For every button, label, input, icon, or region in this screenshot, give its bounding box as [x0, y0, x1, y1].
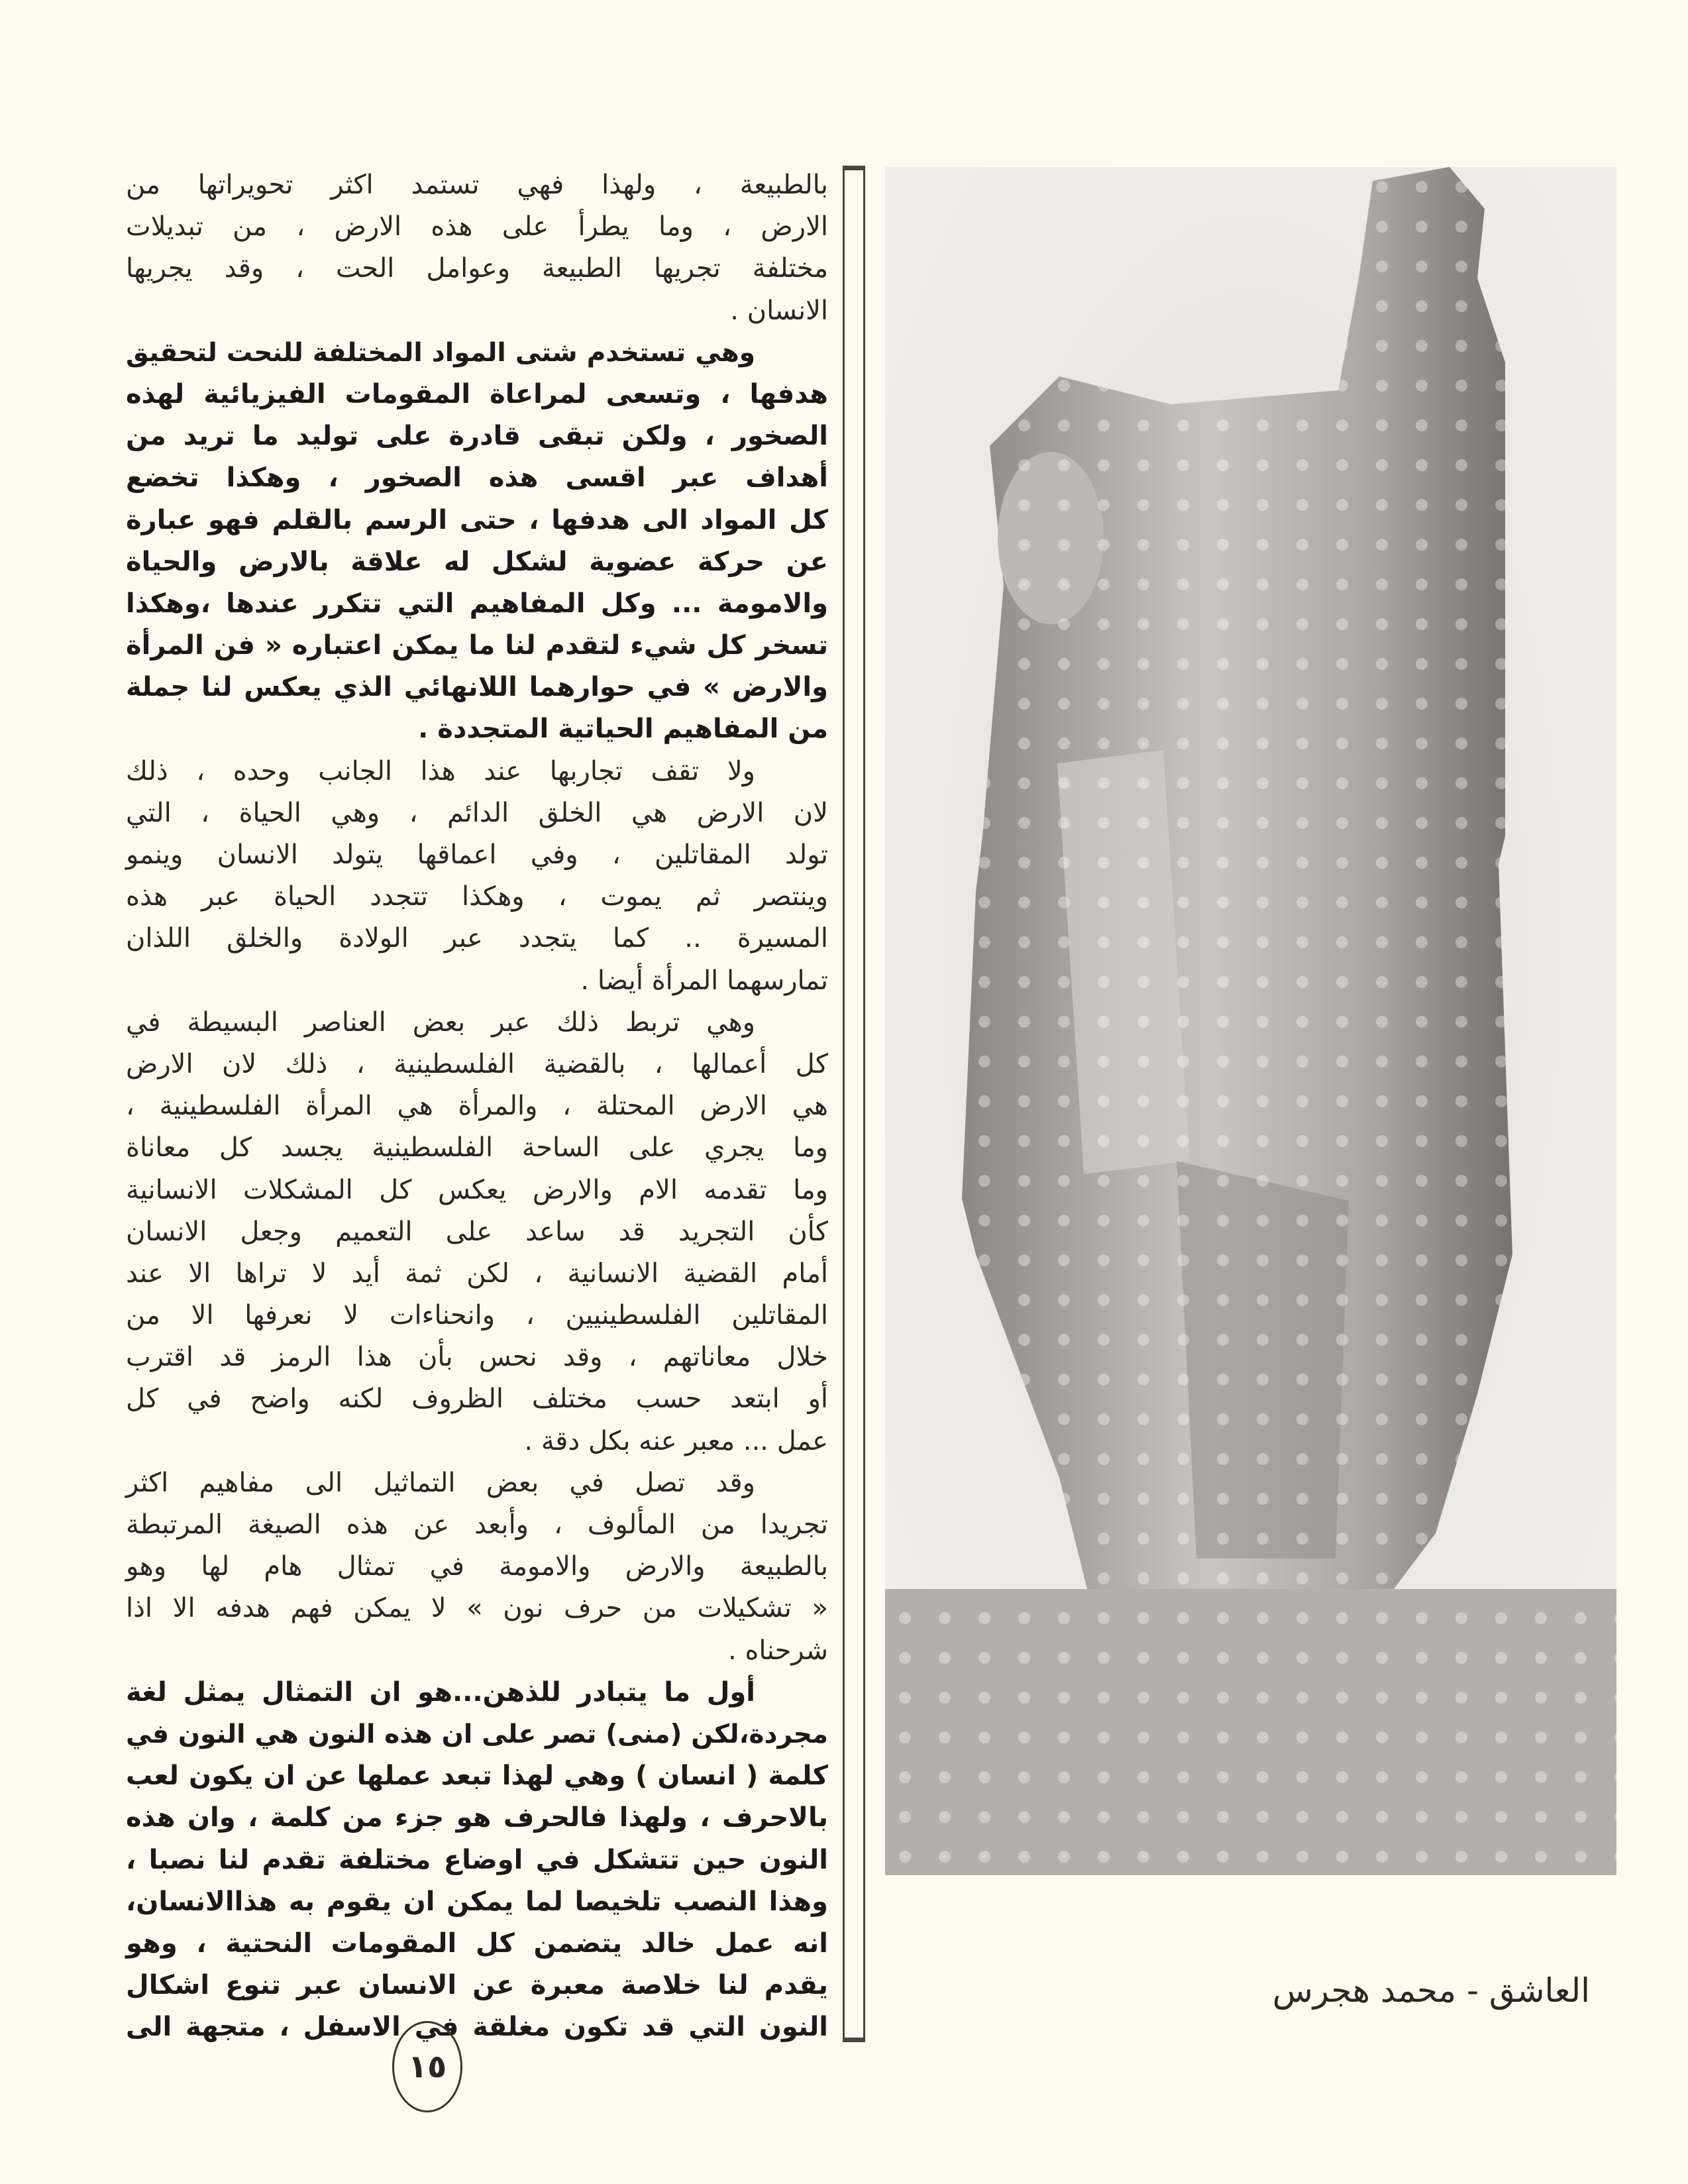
- article-line: كلمة ( انسان ) وهي لهذا تبعد عملها عن ان يكون لعب: [126, 1761, 828, 1792]
- article-line: والارض » في حوارهما اللانهائي الذي يعكس لنا جملة: [126, 672, 828, 703]
- article-line: وينتصر ثم يموت ، وهكذا تتجدد الحياة عبر هذه: [126, 881, 828, 912]
- article-line: أول ما يتبادر للذهن...هو ان التمثال يمثل لغة: [126, 1676, 755, 1708]
- article-line: هي الارض المحتلة ، والمرأة هي المرأة الفلسطينية ،: [126, 1091, 828, 1122]
- page-number: ١٥: [392, 2021, 462, 2112]
- article-line: وهذا النصب تلخيصا لما يمكن ان يقوم به هذاالانسان،: [126, 1886, 828, 1917]
- article-line: عن حركة عضوية لشكل له علاقة بالارض والحياة: [126, 546, 828, 577]
- article-line: المسيرة .. كما يتجدد عبر الولادة والخلق اللذان: [126, 923, 828, 954]
- article-line: النون التي قد تكون مغلقة في الاسفل ، متجهة الى: [126, 2012, 828, 2043]
- article-paragraph: [126, 332, 828, 751]
- article-line: بالطبيعة والارض والامومة في تمثال هام لها وهو: [126, 1551, 828, 1582]
- article-line: الارض ، وما يطرأ على هذه الارض ، من تبديلات: [126, 211, 828, 243]
- article-line: كل أعمالها ، بالقضية الفلسطينية ، ذلك لان الارض: [126, 1048, 828, 1079]
- article-line: وقد تصل في بعض التماثيل الى مفاهيم اكثر: [126, 1467, 755, 1498]
- article-line: يقدم لنا خلاصة معبرة عن الانسان عبر تنوع اشكال: [126, 1970, 828, 2001]
- article-line: من المفاهيم الحياتية المتجددة .: [418, 714, 828, 745]
- article-line: والامومة ... وكل المفاهيم التي تتكرر عندها ،وهكذا: [126, 588, 828, 619]
- article-line: وما تقدمه الام والارض يعكس كل المشكلات الانسانية: [126, 1174, 828, 1205]
- column-divider-rule: [843, 166, 865, 2042]
- article-line: أهداف عبر اقسى هذه الصخور ، وهكذا تخضع: [126, 463, 828, 494]
- article-line: أمام القضية الانسانية ، لكن ثمة أيد لا تراها الا عند: [126, 1258, 828, 1289]
- article-line: شرحناه .: [728, 1635, 828, 1666]
- article-line: وهي تستخدم شتى المواد المختلفة للنحت لتحقيق: [126, 337, 755, 368]
- article-line: أو ابتعد حسب مختلف الظروف لكنه واضح في كل: [126, 1384, 828, 1415]
- article-line: مجردة،لكن (منى) تصر على ان هذه النون هي النون في: [126, 1719, 828, 1749]
- article-line: « تشكيلات من حرف نون » لا يمكن فهم هدفه الا اذا: [126, 1593, 828, 1624]
- base-texture: [885, 1589, 1616, 1875]
- article-paragraph: [126, 1462, 828, 1672]
- article-line: تمارسهما المرأة أيضا .: [580, 965, 828, 996]
- article-line: ولا تقف تجاربها عند هذا الجانب وحده ، ذلك: [126, 755, 755, 787]
- article-line: المقاتلين الفلسطينيين ، وانحناءات لا نعرفها الا من: [126, 1300, 828, 1331]
- article-line: وهي تربط ذلك عبر بعض العناصر البسيطة في: [126, 1007, 755, 1038]
- article-line: هدفها ، وتسعى لمراعاة المقومات الفيزيائية لهذه: [126, 378, 828, 410]
- article-line: الانسان .: [730, 295, 828, 326]
- sculpture-image: [885, 167, 1616, 1875]
- article-line: كل المواد الى هدفها ، حتى الرسم بالقلم فهو عبارة: [126, 504, 828, 535]
- article-line: مختلفة تجريها الطبيعة وعوامل الحت ، وقد يجريها: [126, 253, 828, 284]
- article-line: تسخر كل شيء لتقدم لنا ما يمكن اعتباره « فن المرأة: [126, 630, 828, 661]
- article-line: تولد المقاتلين ، وفي اعماقها يتولد الانسان وينمو: [126, 840, 828, 870]
- article-line: وما يجري على الساحة الفلسطينية يجسد كل معاناة: [126, 1132, 828, 1164]
- article-paragraph: [126, 751, 828, 1002]
- article-line: بالاحرف ، ولهذا فالحرف هو جزء من كلمة ، وان هذه: [126, 1802, 828, 1833]
- article-line: النون حين تتشكل في اوضاع مختلفة تقدم لنا نصبا ،: [126, 1844, 828, 1875]
- article-line: عمل ... معبر عنه بكل دقة .: [524, 1425, 828, 1456]
- article-line: كأن التجريد قد ساعد على التعميم وجعل الانسان: [126, 1216, 828, 1247]
- article-paragraph: [126, 1002, 828, 1462]
- article-line: بالطبيعة ، ولهذا فهي تستمد اكثر تحويراتها من: [126, 170, 828, 200]
- article-line: لان الارض هي الخلق الدائم ، وهي الحياة ، التي: [126, 797, 828, 828]
- sculpture-photo: [885, 167, 1616, 1875]
- article-line: خلال معاناتهم ، وقد نحس بأن هذا الرمز قد اقترب: [126, 1342, 828, 1373]
- article-line: تجريدا من المألوف ، وأبعد عن هذه الصيغة المرتبطة: [126, 1509, 828, 1540]
- article-paragraph: [126, 1672, 828, 2049]
- article-line: انه عمل خالد يتضمن كل المقومات النحتية ، وهو: [126, 1928, 828, 1959]
- article-line: الصخور ، ولكن تبقى قادرة على توليد ما تريد من: [126, 421, 828, 452]
- article-paragraph: [126, 164, 828, 332]
- article-text-column: [126, 164, 828, 2048]
- photo-caption: العاشق - محمد هجرس: [1272, 1971, 1590, 2010]
